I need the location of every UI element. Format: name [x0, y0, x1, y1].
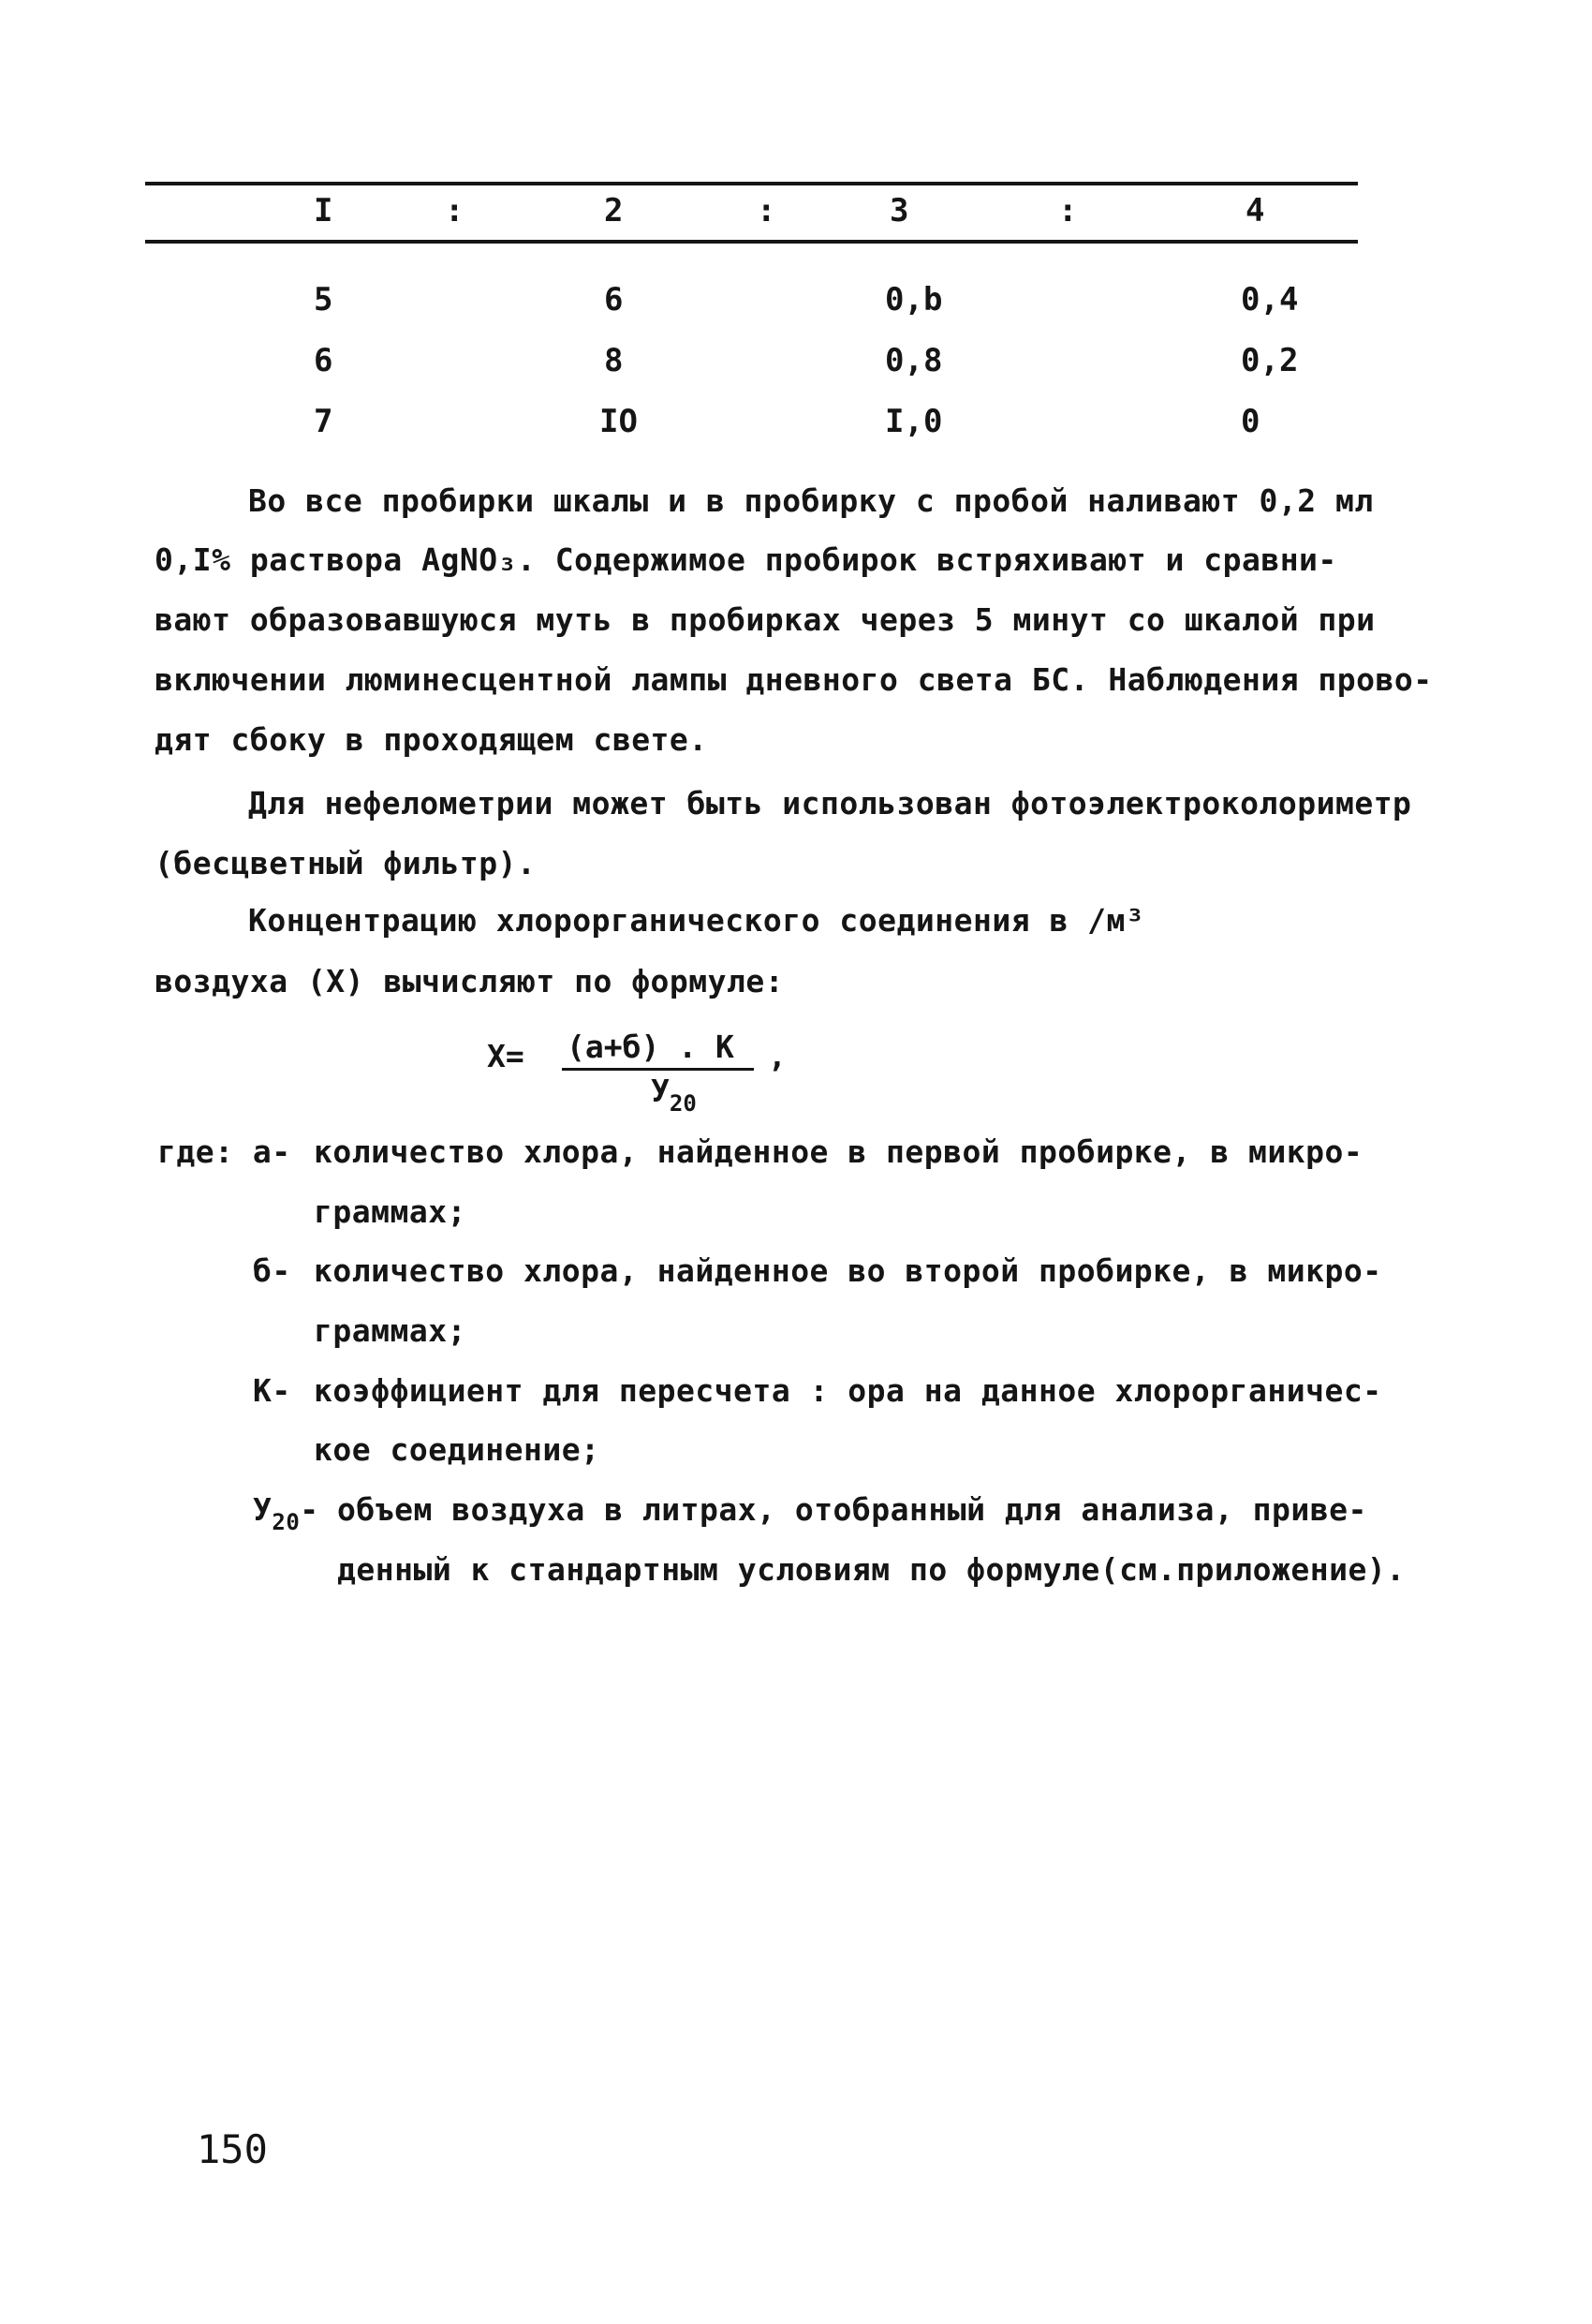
page-number: 150: [197, 2126, 268, 2172]
table-header-col-1: I: [314, 192, 333, 229]
table-header-separator: :: [445, 192, 464, 229]
formula-trailing: ,: [768, 1038, 787, 1074]
paragraph-line: дят сбоку в проходящем свете.: [155, 721, 708, 758]
table-header-col-3: 3: [890, 192, 909, 229]
paragraph-line: Во все пробирки шкалы и в пробирку с пробой наливают 0,2 мл: [248, 482, 1374, 519]
table-header-col-2: 2: [604, 192, 624, 229]
definition-text: количество хлора, найденное во второй пробирке, в микро-: [314, 1252, 1382, 1289]
table-top-rule: [145, 182, 1358, 185]
table-cell: 7: [314, 403, 333, 440]
table-cell: 0,2: [1241, 342, 1299, 379]
table-header-rule: [145, 240, 1358, 244]
definition-term: К-: [253, 1372, 291, 1409]
table-cell: 8: [604, 342, 624, 379]
table-header-separator: :: [1058, 192, 1078, 229]
paragraph-line: Для нефелометрии может быть использован фотоэлектроколориметр: [248, 785, 1412, 822]
table-cell: 0,b: [885, 281, 943, 318]
table-cell: 6: [314, 342, 333, 379]
table-header-col-4: 4: [1246, 192, 1265, 229]
formula-fraction-bar: [562, 1068, 754, 1071]
definition-text: граммах;: [314, 1193, 466, 1230]
definition-text: кое соединение;: [314, 1431, 600, 1468]
table-cell: 0,8: [885, 342, 943, 379]
definition-term: б-: [253, 1252, 291, 1289]
definition-text: денный к стандартным условиям по формуле(см.приложение).: [337, 1551, 1406, 1588]
formula-denominator: $У_{20}$: [651, 1073, 697, 1117]
definition-text: коэффициент для пересчета : ора на данное хлорорганичес-: [314, 1372, 1382, 1409]
definition-term: где: а-: [157, 1133, 291, 1170]
paragraph-line: вают образовавшуюся муть в пробирках через 5 минут со шкалой при: [155, 601, 1376, 638]
paragraph-line: воздуха (Х) вычисляют по формуле:: [155, 963, 785, 999]
table-cell: 0,4: [1241, 281, 1299, 318]
paragraph-line: включении люминесцентной лампы дневного света БС. Наблюдения прово-: [155, 661, 1433, 698]
table-cell: I,0: [885, 403, 943, 440]
paragraph-line: Концентрацию хлорорганического соединения в /м³: [248, 902, 1145, 939]
paragraph-line: 0,I% раствора AgNO₃. Содержимое пробирок встряхивают и сравни-: [155, 541, 1337, 578]
definition-text: количество хлора, найденное в первой пробирке, в микро-: [314, 1133, 1364, 1170]
table-cell: 0: [1241, 403, 1260, 440]
formula-lhs: Х=: [487, 1038, 524, 1074]
formula-numerator: (а+б) . К: [567, 1029, 734, 1065]
definition-term: $У_{20}-$: [253, 1491, 319, 1535]
table-cell: 5: [314, 281, 333, 318]
definition-text: объем воздуха в литрах, отобранный для анализа, приве-: [337, 1491, 1367, 1528]
definition-text: граммах;: [314, 1312, 466, 1349]
table-cell: IO: [599, 403, 638, 440]
table-cell: 6: [604, 281, 624, 318]
table-header-separator: :: [757, 192, 776, 229]
paragraph-line: (бесцветный фильтр).: [155, 845, 537, 881]
